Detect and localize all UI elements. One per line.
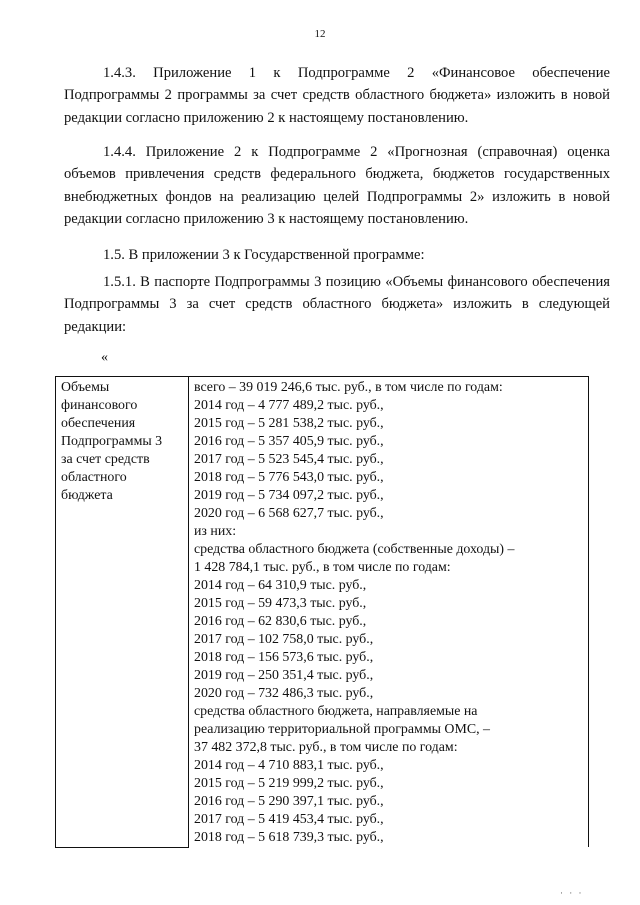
value-line: 2018 год – 5 776 543,0 тыс. руб.,: [194, 470, 384, 485]
value-line: 2015 год – 5 281 538,2 тыс. руб.,: [194, 416, 384, 431]
paragraph-1-5: 1.5. В приложении 3 к Государственной программе:: [103, 247, 425, 263]
value-line: 2018 год – 156 573,6 тыс. руб.,: [194, 650, 374, 665]
paragraph-1-4-3: 1.4.3. Приложение 1 к Подпрограмме 2 «Финансовое обеспечение Подпрограммы 2 программы за счет средств областного бюджета» изложить в новой редакции согласно приложению 2 к настоящему постановлению.: [64, 65, 610, 126]
scan-artifact-dots: · · ·: [560, 888, 584, 898]
page-number: 12: [314, 28, 326, 40]
value-line: 2020 год – 732 486,3 тыс. руб.,: [194, 686, 374, 701]
label-line: Подпрограммы 3: [61, 434, 163, 449]
value-line: 2018 год – 5 618 739,3 тыс. руб.,: [194, 830, 384, 845]
paragraph-1-5-1: 1.5.1. В паспорте Подпрограммы 3 позицию «Объемы финансового обеспечения Подпрограммы 3 за счет средств областного бюджета» изложить в следующей редакции:: [64, 274, 610, 335]
value-line: 2015 год – 5 219 999,2 тыс. руб.,: [194, 776, 384, 791]
position-value-cell: [189, 377, 589, 848]
label-line: областного: [61, 470, 127, 485]
value-line: 37 482 372,8 тыс. руб., в том числе по годам:: [194, 740, 458, 755]
value-line: 2014 год – 64 310,9 тыс. руб.,: [194, 578, 367, 593]
value-line: 2017 год – 102 758,0 тыс. руб.,: [194, 632, 374, 647]
value-line: 2014 год – 4 777 489,2 тыс. руб.,: [194, 398, 384, 413]
paragraph-1-4-4: 1.4.4. Приложение 2 к Подпрограмме 2 «Прогнозная (справочная) оценка объемов привлечения средств федерального бюджета, бюджетов государственных внебюджетных фондов на реализацию целей Подпрограммы 2» изложить в новой редакции согласно приложению 3 к настоящему постановлению.: [64, 144, 610, 227]
label-line: финансового: [61, 398, 138, 413]
value-line: 2016 год – 5 357 405,9 тыс. руб.,: [194, 434, 384, 449]
value-line: всего – 39 019 246,6 тыс. руб., в том числе по годам:: [194, 380, 503, 395]
opening-quote-mark: «: [101, 350, 108, 365]
value-line: средства областного бюджета, направляемые на: [194, 704, 478, 719]
value-line: 2019 год – 5 734 097,2 тыс. руб.,: [194, 488, 384, 503]
value-line: 2016 год – 5 290 397,1 тыс. руб.,: [194, 794, 384, 809]
value-line: 2017 год – 5 419 453,4 тыс. руб.,: [194, 812, 384, 827]
label-line: бюджета: [61, 488, 113, 503]
label-line: Объемы: [61, 380, 110, 395]
value-line: 2019 год – 250 351,4 тыс. руб.,: [194, 668, 374, 683]
label-line: обеспечения: [61, 416, 136, 431]
financing-table: [55, 376, 589, 848]
table-row: [56, 377, 589, 848]
position-label-cell: [56, 377, 189, 848]
label-line: за счет средств: [61, 452, 150, 467]
value-line: средства областного бюджета (собственные доходы) –: [194, 542, 515, 557]
value-line: реализацию территориальной программы ОМС, –: [194, 722, 490, 737]
value-line: 2015 год – 59 473,3 тыс. руб.,: [194, 596, 367, 611]
value-line: 2017 год – 5 523 545,4 тыс. руб.,: [194, 452, 384, 467]
value-line: 2016 год – 62 830,6 тыс. руб.,: [194, 614, 367, 629]
value-line: из них:: [194, 524, 237, 539]
value-line: 2020 год – 6 568 627,7 тыс. руб.,: [194, 506, 384, 521]
value-line: 1 428 784,1 тыс. руб., в том числе по годам:: [194, 560, 451, 575]
value-line: 2014 год – 4 710 883,1 тыс. руб.,: [194, 758, 384, 773]
